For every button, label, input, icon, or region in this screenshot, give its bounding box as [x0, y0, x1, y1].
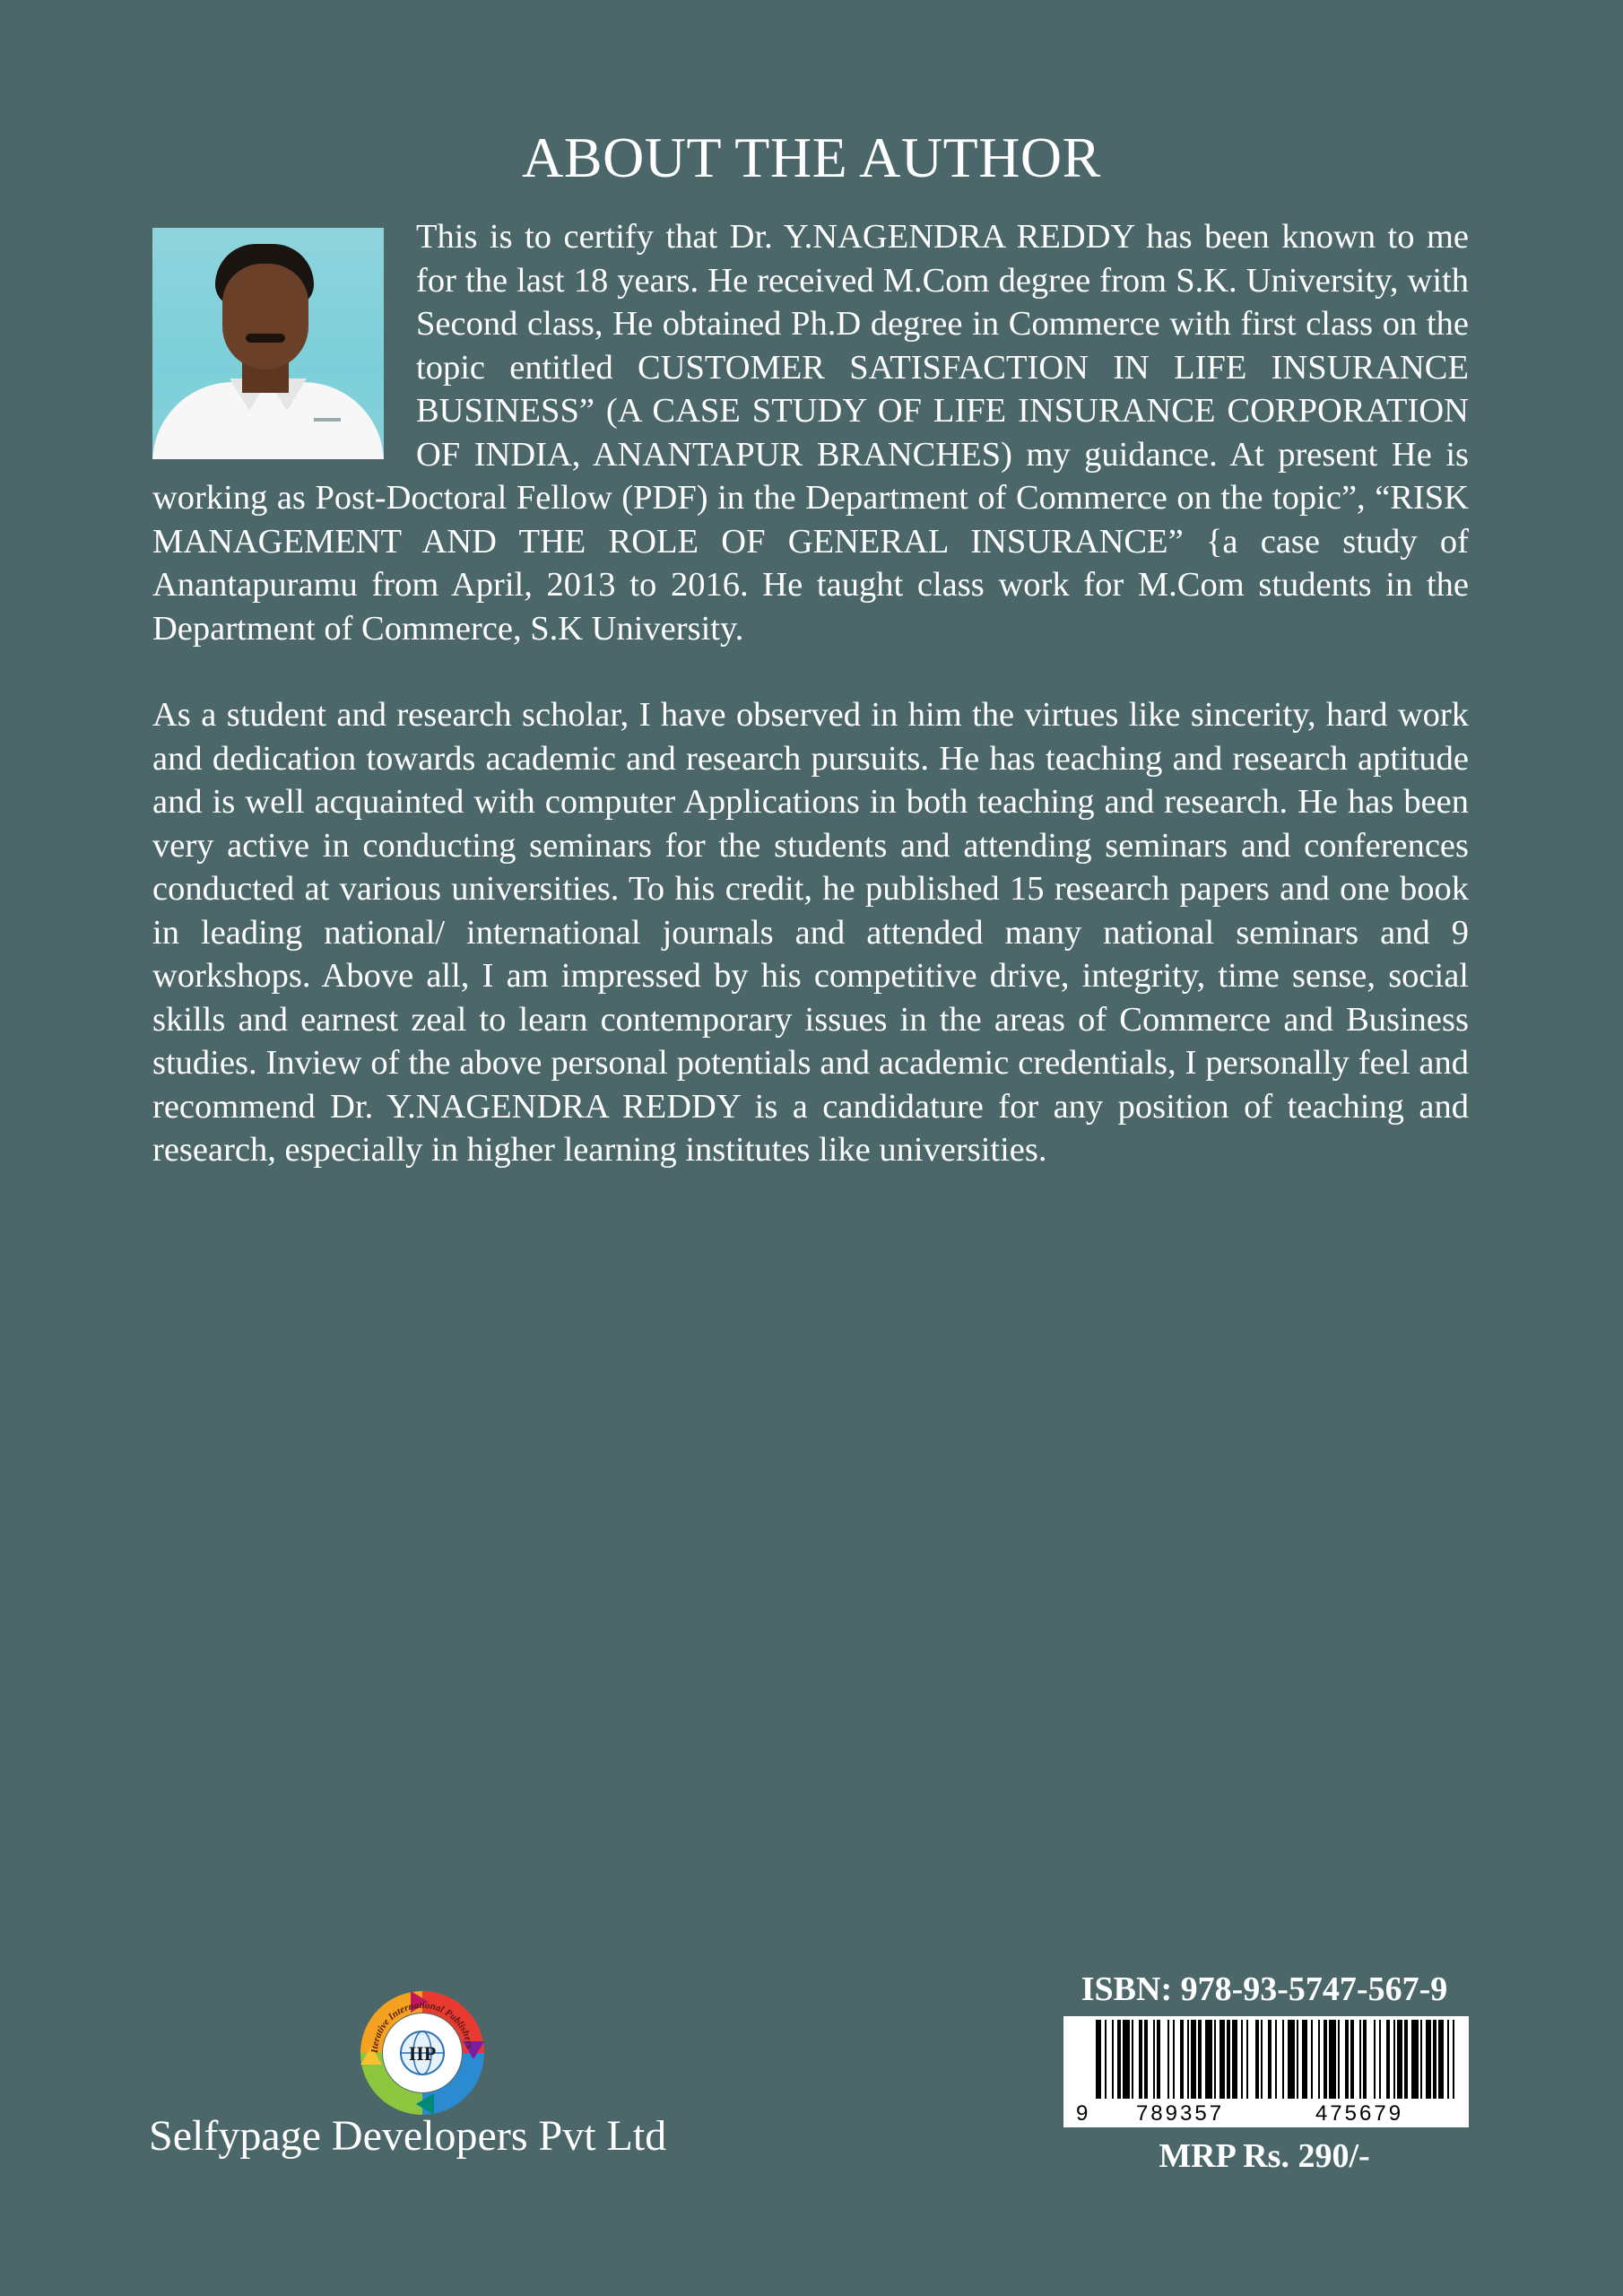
author-photo	[152, 228, 384, 459]
publisher-logo-icon	[357, 1987, 488, 2118]
barcode-bar	[1167, 2020, 1169, 2099]
page-title: ABOUT THE AUTHOR	[522, 126, 1101, 189]
barcode-bar	[1404, 2020, 1408, 2099]
barcode-bar	[1374, 2020, 1376, 2099]
barcode-bar	[1132, 2020, 1133, 2099]
barcode-bar	[1282, 2020, 1284, 2099]
barcode-bar	[1453, 2020, 1454, 2099]
barcode-bar	[1318, 2020, 1320, 2099]
barcode-bar	[1112, 2020, 1114, 2099]
barcode-bar	[1139, 2020, 1142, 2099]
barcode-bar	[1438, 2020, 1444, 2099]
barcode-bar	[1345, 2020, 1349, 2099]
barcode-bar	[1214, 2020, 1216, 2099]
barcode-bar	[1227, 2020, 1230, 2099]
barcode-bar	[1433, 2020, 1436, 2099]
barcode-bar	[1324, 2020, 1327, 2099]
barcode-bar	[1329, 2020, 1336, 2099]
barcode-bar	[1198, 2020, 1202, 2099]
barcode-bar	[1219, 2020, 1225, 2099]
barcode-bar	[1191, 2020, 1196, 2099]
barcode-bar	[1246, 2020, 1248, 2099]
bio-paragraph-2: As a student and research scholar, I have observed in him the virtues like sincerity, hard work and dedication towards academic and research pursuits. He has teaching and research aptitude and is well acquainted with computer Applications in both teaching and research. He has been very active in conducting seminars for the students and attending seminars and conferences conducted at various universities. To his credit, he published 15 research papers and one book in leading national/ international journals and attended many national seminars and 9 workshops. Above all, I am impressed by his competitive drive, integrity, time sense, social skills and earnest zeal to learn contemporary issues in the areas of Commerce and Business studies. Inview of the above personal potentials and academic credentials, I personally feel and recommend Dr. Y.NAGENDRA REDDY is a candidature for any position of teaching and research, especially in higher learning institutes like universities.	[152, 696, 1469, 1169]
barcode-group-2: 475679	[1315, 2101, 1404, 2126]
barcode-bar	[1205, 2020, 1212, 2099]
logo-ring-text: Iterative International Publishers	[369, 1999, 475, 2054]
barcode-bar	[1359, 2020, 1361, 2099]
barcode-bar	[1173, 2020, 1175, 2099]
barcode-bar	[1117, 2020, 1121, 2099]
barcode-bar	[1338, 2020, 1340, 2099]
barcode-bar	[1275, 2020, 1277, 2099]
barcode-bar	[1096, 2020, 1101, 2099]
barcode-bar	[1157, 2020, 1160, 2099]
publisher-name: Selfypage Developers Pvt Ltd	[149, 2112, 667, 2160]
barcode-bar	[1180, 2020, 1184, 2099]
bio-paragraph-1-text: This is to certify that Dr. Y.NAGENDRA REDDY has been known to me for the last 18 years. He received M.Com degree from S.K. University, with Second class, He obtained Ph.D degree in Commerce with first class on the topic entitled CUSTOMER SATISFACTION IN LIFE INSURANCE BUSINESS” (A CASE STUDY OF LIFE INSURANCE CORPORATION OF INDIA, ANANTAPUR BRANCHES) my guidance. At present He is working as Post-Doctoral Fellow (PDF) in the Department of Commerce on the topic”, “RISK MANAGEMENT AND THE ROLE OF GENERAL INSURANCE” {a case study of Anantapuramu from April, 2013 to 2016. He taught class work for M.Com students in the Department of Commerce, S.K University.	[152, 218, 1469, 648]
barcode-icon	[1063, 2016, 1469, 2127]
barcode-bar	[1393, 2020, 1395, 2099]
barcode-bar	[1268, 2020, 1271, 2099]
barcode-bar	[1105, 2020, 1107, 2099]
barcode-bar	[1386, 2020, 1390, 2099]
barcode-bar	[1187, 2020, 1189, 2099]
barcode-bar	[1255, 2020, 1259, 2099]
barcode-bar	[1144, 2020, 1148, 2099]
barcode-bar	[1153, 2020, 1155, 2099]
barcode-group-1: 789357	[1135, 2101, 1225, 2126]
logo-center-text: IIP	[408, 2042, 437, 2065]
barcode-bar	[1302, 2020, 1307, 2099]
barcode-bar	[1397, 2020, 1402, 2099]
author-bio	[152, 215, 1469, 1172]
isbn-label: ISBN: 978-93-5747-567-9	[1081, 1970, 1448, 2008]
barcode-bar	[1420, 2020, 1422, 2099]
barcode-bar	[1123, 2020, 1130, 2099]
barcode-bar	[1232, 2020, 1237, 2099]
barcode-bar	[1297, 2020, 1298, 2099]
barcode-bar	[1350, 2020, 1354, 2099]
price-label: MRP Rs. 290/-	[1159, 2137, 1370, 2175]
barcode-bar	[1241, 2020, 1243, 2099]
bio-paragraph-1	[152, 215, 1469, 650]
barcode-bar	[1426, 2020, 1431, 2099]
barcode-bar	[1288, 2020, 1295, 2099]
barcode-bar	[1447, 2020, 1449, 2099]
barcode-first-digit: 9	[1076, 2101, 1089, 2126]
barcode-bar	[1261, 2020, 1263, 2099]
barcode-bar	[1379, 2020, 1381, 2099]
barcode-bar	[1411, 2020, 1419, 2099]
barcode-bar	[1311, 2020, 1313, 2099]
barcode-bar	[1363, 2020, 1367, 2099]
